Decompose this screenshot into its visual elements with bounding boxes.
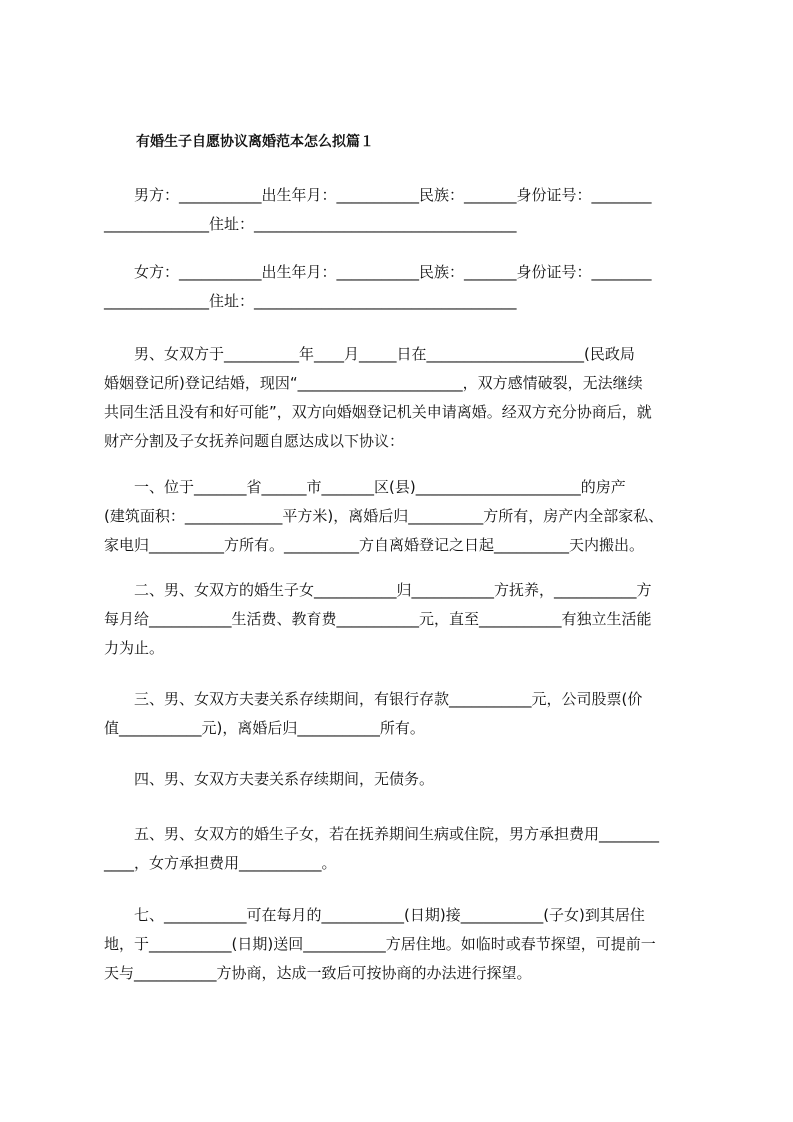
text-line: 力为止。 [104, 639, 165, 657]
text-line: ____，女方承担费用___________。 [104, 854, 337, 872]
paragraph-clause-3-savings [104, 685, 704, 743]
text-line: 三、男、女双方夫妻关系存续期间，有银行存款___________元，公司股票(价 [104, 690, 643, 708]
paragraph-clause-2-custody [104, 576, 704, 663]
text-line: ______________住址：___________________________________ [104, 215, 517, 233]
text-line: 地，于___________(日期)送回___________方居住地。如临时或春节探望，可提前一 [104, 935, 656, 953]
paragraph-clause-4-debts [104, 765, 704, 794]
text-line: 财产分割及子女抚养问题自愿达成以下协议： [104, 432, 405, 450]
paragraph-female-party [104, 258, 704, 316]
paragraph-marriage-info [104, 340, 704, 456]
document-title: 有婚生子自愿协议离婚范本怎么拟篇１ [136, 134, 374, 150]
text-line: 一、位于_______省______市_______区(县)______________________的房产 [104, 478, 626, 496]
text-line: 每月给___________生活费、教育费___________元，直至___________有独立生活能 [104, 610, 652, 628]
paragraph-clause-5-medical [104, 820, 704, 878]
text-line: 七、___________可在每月的___________(日期)接___________(子女)到其居住 [104, 906, 645, 924]
text-line: 四、男、女双方夫妻关系存续期间，无债务。 [104, 770, 435, 788]
text-line: 五、男、女双方的婚生子女，若在抚养期间生病或住院，男方承担费用________ [104, 825, 660, 843]
paragraph-clause-7-visitation [104, 901, 704, 988]
text-line: 家电归__________方所有。__________方自离婚登记之日起__________天内搬出。 [104, 536, 645, 554]
paragraph-clause-1-property [104, 473, 704, 560]
text-line: 值___________元)，离婚后归___________所有。 [104, 719, 425, 737]
text-line: 婚姻登记所)登记结婚，现因“______________________，双方感情破裂，无法继续 [104, 374, 643, 392]
text-line: ______________住址：___________________________________ [104, 292, 517, 310]
text-line: 男、女双方于__________年____月_____日在_____________________(民政局 [104, 345, 635, 363]
paragraph-male-party [104, 181, 704, 239]
text-line: 天与___________方协商，达成一致后可按协商的办法进行探望。 [104, 964, 532, 982]
text-line: 二、男、女双方的婚生子女___________归___________方抚养，___________方 [104, 581, 652, 599]
text-line: 共同生活且没有和好可能”，双方向婚姻登记机关申请离婚。经双方充分协商后，就 [104, 403, 652, 421]
text-line: 女方：___________出生年月：___________民族：_______身份证号：________ [104, 263, 652, 281]
text-line: 男方：___________出生年月：___________民族：_______身份证号：________ [104, 186, 652, 204]
text-line: (建筑面积：_____________平方米)，离婚后归__________方所有，房产内全部家私、 [104, 507, 664, 525]
